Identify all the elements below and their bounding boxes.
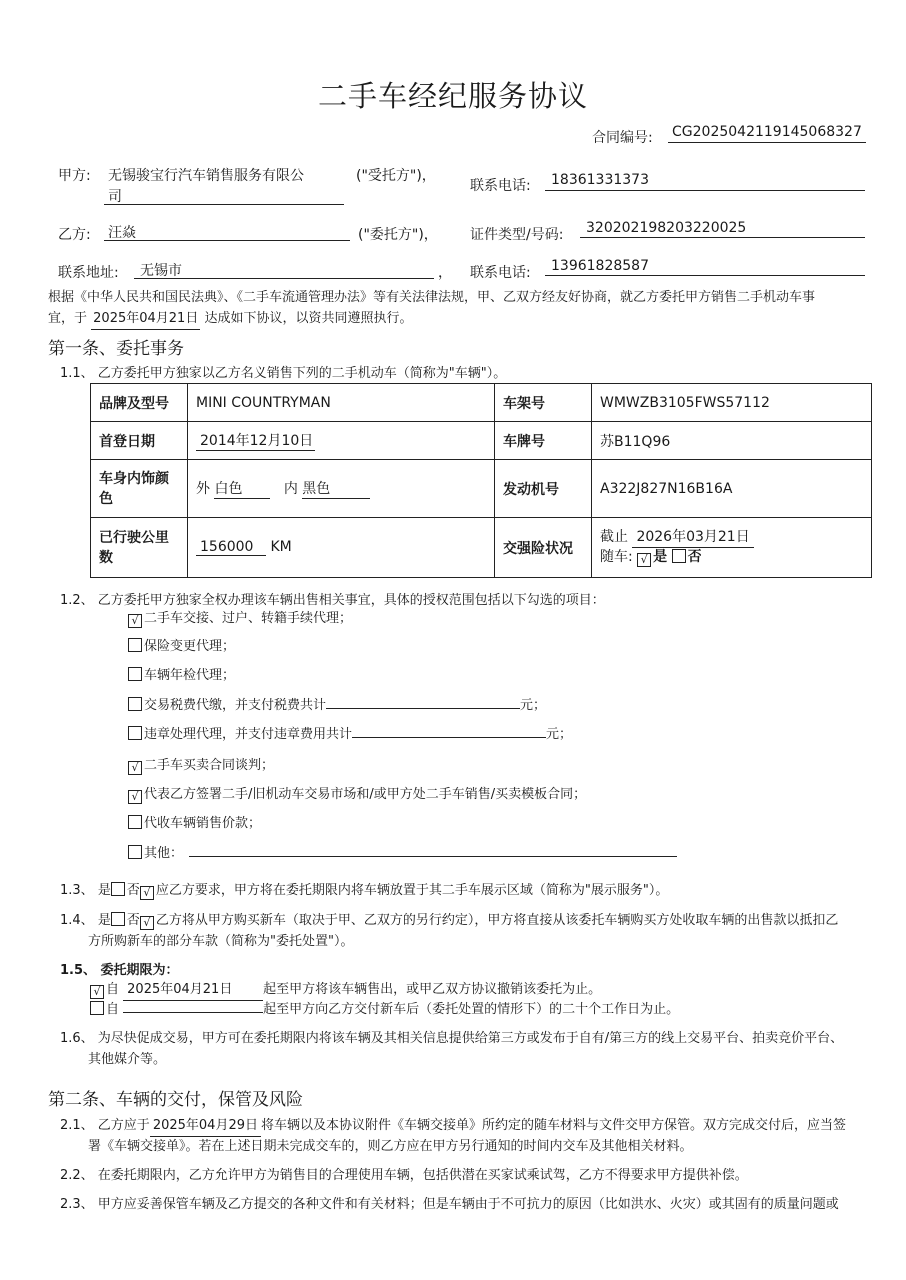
clause-1-4-no-checkbox[interactable]: √ [140,916,154,930]
clause-1-4-cont: 方所购新车的部分车款（简称为"委托处置"）。 [88,934,354,949]
contract-no-label: 合同编号: [592,130,653,146]
reg-date-value: 2014年12月10日 [196,430,315,451]
party-b-role: ("委托方")， [358,227,438,243]
party-a-name: 无锡骏宝行汽车销售服务有限公 [108,168,304,184]
engine-key: 发动机号 [495,460,592,518]
clause-1-4-yes-checkbox[interactable] [111,912,125,926]
contract-no-value: CG2025042119145068327 [672,124,862,140]
color-exterior: 白色 [214,478,270,499]
auth-item: 违章处理代理，并支付违章费用共计 元； [128,723,572,745]
auth-item: √ 二手车交接、过户、转籍手续代理； [128,608,352,629]
auth-checkbox[interactable] [128,667,142,681]
insurance-date: 2026年03月21日 [632,528,753,548]
violation-amount-field [352,723,546,738]
intro-line-1: 根据《中华人民共和国民法典》、《二手车流通管理办法》等有关法律法规，甲、乙双方经友好协商，就乙方委托甲方销售二手机动车事 [48,290,816,305]
other-field [189,842,677,857]
clause-2-3: 2.3、 甲方应妥善保管车辆及乙方提交的各种文件和有关材料；但是车辆由于不可抗力的原因（比如洪水、火灾）或其固有的质量问题或 [60,1197,839,1212]
insurance-yes-checkbox[interactable]: √ [637,553,651,567]
clause-1-3: 1.3、 是 否 √ 应乙方要求，甲方将在委托期限内将车辆放置于其二手车展示区域（简称为"展示服务"）。 [60,883,669,899]
brand-key: 品牌及型号 [91,384,188,422]
party-b-label: 乙方: [58,227,91,243]
auth-checkbox[interactable]: √ [128,790,142,804]
auth-checkbox[interactable] [128,638,142,652]
intro-date: 2025年04月21日 [91,308,200,330]
auth-item: 交易税费代缴，并支付税费共计 元； [128,694,546,716]
clause-1-3-yes-checkbox[interactable] [111,882,125,896]
reg-date-key: 首登日期 [91,422,188,460]
section-2-title: 第二条、车辆的交付，保管及风险 [48,1090,303,1110]
term-start-date: 2025年04月21日 [123,979,263,1001]
clause-1-6: 1.6、 为尽快促成交易，甲方可在委托期限内将该车辆及其相关信息提供给第三方或发布于自有/第三方的线上交易平台、拍卖竞价平台、 [60,1031,844,1046]
clause-1-1: 1.1、 乙方委托甲方独家以乙方名义销售下列的二手机动车（简称为"车辆"）。 [60,366,507,381]
section-1-title: 第一条、委托事务 [48,339,184,359]
plate-value: 苏B11Q96 [592,422,872,460]
party-b-id: 320202198203220025 [586,220,747,236]
delivery-date: 2025年04月29日 [150,1115,261,1137]
auth-item: √ 代表乙方签署二手/旧机动车交易市场和/或甲方处二手车销售/买卖模板合同； [128,784,586,805]
auth-checkbox[interactable] [128,726,142,740]
term-option-1-checkbox[interactable]: √ [90,985,104,999]
party-a-name-cont: 司 [108,189,122,205]
party-a-phone: 18361331373 [551,172,649,188]
auth-checkbox[interactable]: √ [128,614,142,628]
auth-item: 其他： [128,842,677,864]
vin-key: 车架号 [495,384,592,422]
auth-item: 车辆年检代理； [128,665,235,686]
color-value: 外 白色 内 黑色 [188,460,495,518]
auth-checkbox[interactable] [128,845,142,859]
party-b-id-label: 证件类型/号码: [470,227,564,243]
clause-1-3-no-checkbox[interactable]: √ [140,886,154,900]
intro-line-2: 宜，于 2025年04月21日 达成如下协议，以资共同遵照执行。 [48,308,412,330]
vin-value: WMWZB3105FWS57112 [592,384,872,422]
insurance-no-checkbox[interactable] [672,549,686,563]
term-start-date-2 [123,998,263,1013]
clause-2-1-cont: 署《车辆交接单》。若在上述日期未完成交车的，则乙方应在甲方另行通知的时间内交车及其他相关材料。 [88,1139,693,1154]
party-b-phone-label: 联系电话: [470,265,531,281]
party-a-label: 甲方: [58,168,91,184]
engine-value: A322J827N16B16A [592,460,872,518]
mileage-key: 已行驶公里数 [91,518,188,578]
auth-item: √ 二手车买卖合同谈判； [128,755,274,776]
brand-value: MINI COUNTRYMAN [188,384,495,422]
color-interior: 黑色 [302,478,370,499]
insurance-key: 交强险状况 [495,518,592,578]
party-a-role: ("受托方")， [356,168,436,184]
term-option-2-checkbox[interactable] [90,1001,104,1015]
insurance-value: 截止 2026年03月21日 随车: √ 是 否 [592,518,872,578]
plate-key: 车牌号 [495,422,592,460]
vehicle-table [90,383,872,578]
clause-1-4: 1.4、 是 否 √ 乙方将从甲方购买新车（取决于甲、乙双方的另行约定），甲方将直接从该委托车辆购买方处收取车辆的出售款以抵扣乙 [60,913,839,929]
tax-amount-field [326,694,520,709]
clause-1-2: 1.2、 乙方委托甲方独家全权办理该车辆出售相关事宜，具体的授权范围包括以下勾选的项目： [60,593,605,608]
party-a-phone-label: 联系电话: [470,178,531,194]
mileage-value: 156000 KM [188,518,495,578]
party-b-phone: 13961828587 [551,258,649,274]
party-b-addr-comma: ， [438,265,452,281]
auth-item: 保险变更代理； [128,636,235,657]
auth-checkbox[interactable] [128,697,142,711]
auth-checkbox[interactable]: √ [128,761,142,775]
auth-checkbox[interactable] [128,815,142,829]
clause-1-6-cont: 其他媒介等。 [88,1052,167,1067]
clause-1-5-head: 1.5、 委托期限为： [60,963,179,978]
party-b-addr-label: 联系地址: [58,265,119,281]
term-option-1: √ 自 2025年04月21日 起至甲方将该车辆售出，或甲乙双方协议撤销该委托为止。 [90,979,601,1001]
auth-item: 代收车辆销售价款； [128,813,261,834]
party-b-addr: 无锡市 [140,263,182,279]
party-b-name: 汪焱 [108,225,136,241]
clause-2-2: 2.2、 在委托期限内，乙方允许甲方为销售目的合理使用车辆，包括供潜在买家试乘试驾，乙方不得要求甲方提供补偿。 [60,1168,748,1183]
term-option-2: 自 起至甲方向乙方交付新车后（委托处置的情形下）的二十个工作日为止。 [90,998,679,1020]
document-title: 二手车经纪服务协议 [317,79,588,113]
color-key: 车身内饰颜色 [91,460,188,518]
clause-2-1: 2.1、 乙方应于 2025年04月29日 将车辆以及本协议附件《车辆交接单》所约定的随车材料与文件交甲方保管。双方完成交付后，应当签 [60,1115,846,1137]
